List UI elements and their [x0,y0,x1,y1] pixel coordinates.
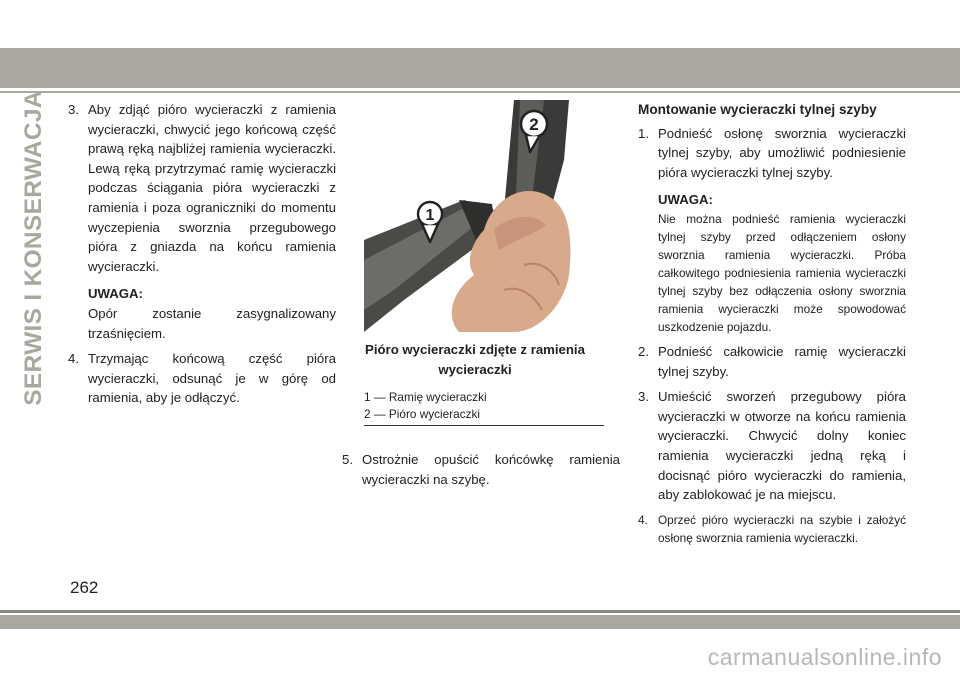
section-tab [14,90,54,406]
legend-rule [364,425,604,426]
step-2 [638,342,906,381]
right-column [638,100,906,547]
legend-item: 1 — Ramię wycieraczki [364,390,487,405]
step-text: Podnieść całkowicie ramię wycieraczki tylnej szyby. [658,343,906,379]
step-text: Aby zdjąć pióro wycieraczki z ramienia wycieraczki, chwycić jego końcową część prawą ręką najbliżej ramienia wycieraczki. Lewą ręką przytrzymać ramię wycieraczki podczas ściągania pióra wycieraczki z ramienia i poza ograniczniki do momentu wyczepienia sworznia przegubowego pióra z gniazda na końcu ramienia wycieraczki. [88,102,336,274]
step-text: Oprzeć pióro wycieraczki na szybie i założyć osłonę sworznia ramienia wycieraczki. [658,512,906,545]
middle-column [342,100,620,489]
step-number: 1. [638,125,649,141]
step-number: 3. [638,389,649,405]
step-text: Podnieść osłonę sworznia wycieraczki tylnej szyby, aby umożliwić podniesienie pióra wycieraczki tylnej szyby. [658,125,906,180]
page-number: 262 [70,578,99,597]
step-text: Ostrożnie opuścić końcówkę ramienia wycieraczki na szybę. [362,452,620,487]
footer-rule [0,610,960,613]
step-number: 4. [638,512,648,527]
note-text: Nie można podnieść ramienia wycieraczki tylnej szyby przed odłączeniem osłony sworznia ramienia wycieraczki. Próba całkowitego podniesienia ramienia wycieraczki tylnej szyby bez odłączenia osłony sworznia ramienia wycieraczki może spowodować uszkodzenie pojazdu. [658,211,906,334]
note-text: Opór zostanie zasygnalizowany trzaśnięciem. [88,305,336,341]
step-text: Umieścić sworzeń przegubowy pióra wycieraczki w otworze na końcu ramienia wycieraczki. Chwycić dolny koniec ramienia wycieraczki jedną ręką i docisnąć pióro wycieraczki do ramienia, aby zablokować je na miejscu. [658,389,906,503]
figure-caption: Pióro wycieraczki zdjęte z ramienia wycieraczki [365,342,585,377]
note [88,284,336,343]
header-rule [0,91,960,93]
wiper-blade-photo [364,100,572,332]
step-5 [342,450,620,489]
left-column [68,100,336,408]
callout-1-label: 1 [425,207,435,224]
section-heading: Montowanie wycieraczki tylnej szyby [638,102,877,117]
callout-2-label: 2 [529,115,539,134]
step-3 [68,100,336,276]
step-3 [638,387,906,505]
step-number: 3. [68,102,79,117]
legend-item: 2 — Pióro wycieraczki [364,407,481,422]
note-title: UWAGA: [658,192,713,208]
step-number: 5. [342,452,353,468]
step-number: 2. [638,343,649,359]
header-band [0,48,960,88]
step-text: Trzymając końcową część pióra wycieraczki, odsunąć je w górę od ramienia, aby je odłączyć. [88,351,336,406]
section-tab-label: SERWIS I KONSERWACJA [20,90,47,406]
step-number: 4. [68,351,79,367]
wiper-removal-illustration [364,100,572,332]
note [658,190,906,336]
step-4 [638,511,906,547]
footer-band [0,615,960,629]
step-4 [68,349,336,408]
figure-legend [364,389,618,423]
step-1 [638,124,906,183]
watermark: carmanualsonline.info [707,644,942,670]
note-title: UWAGA: [88,286,143,302]
